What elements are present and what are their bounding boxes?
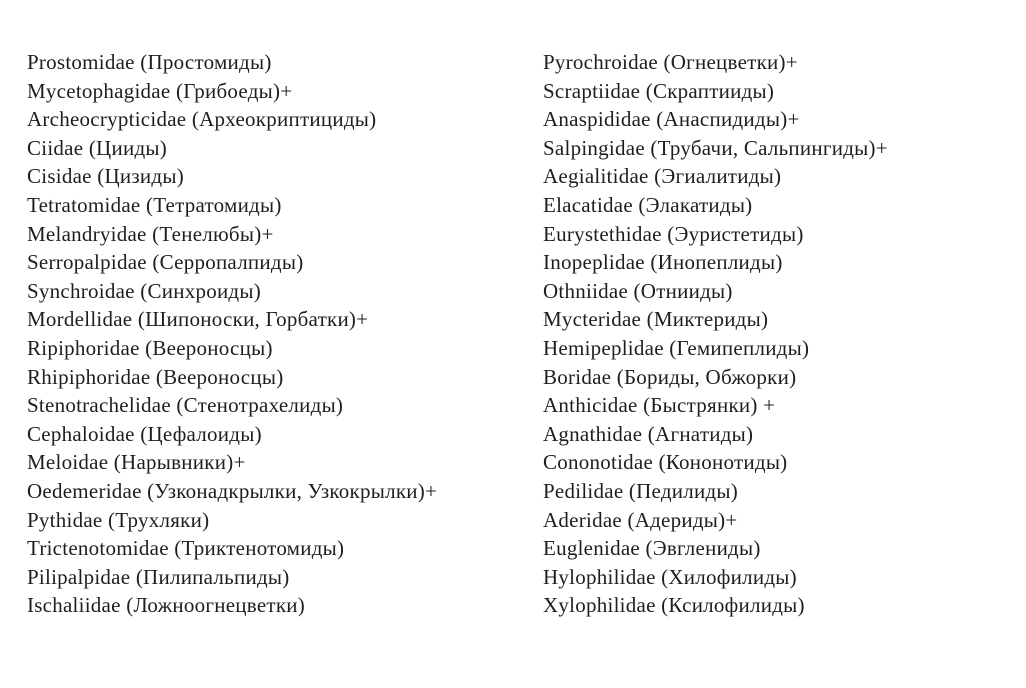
family-list-item: Agnathidae (Агнатиды) — [543, 421, 754, 446]
family-list-item: Cisidae (Цизиды) — [27, 164, 184, 189]
family-list-item: Ciidae (Цииды) — [27, 135, 167, 160]
family-list-left-column — [27, 48, 437, 620]
family-list-item: Rhipiphoridae (Веероносцы) — [27, 364, 284, 389]
family-list-item: Pyrochroidae (Огнецветки)+ — [543, 50, 798, 74]
family-list-item: Anaspididae (Анаспидиды)+ — [543, 107, 800, 132]
family-list-item: Xylophilidae (Ксилофилиды) — [543, 593, 805, 618]
family-list-item: Ripiphoridae (Веероносцы) — [27, 335, 273, 360]
family-list-item: Hylophilidae (Хилофилиды) — [543, 564, 797, 589]
family-list-item: Elacatidae (Элакатиды) — [543, 192, 753, 217]
family-list-item: Euglenidae (Эвглениды) — [543, 536, 761, 561]
family-list-item: Hemipeplidae (Гемипеплиды) — [543, 335, 810, 360]
family-list-item: Pilipalpidae (Пилипальпиды) — [27, 564, 290, 589]
family-list-item: Anthicidae (Быстрянки) + — [543, 393, 776, 418]
family-list-item: Serropalpidae (Серропалпиды) — [27, 250, 304, 275]
family-list-item: Synchroidae (Синхроиды) — [27, 278, 261, 303]
family-list-item: Aderidae (Адериды)+ — [543, 507, 738, 532]
family-list-item: Mycetophagidae (Грибоеды)+ — [27, 78, 293, 103]
family-list-item: Archeocrypticidae (Археокриптициды) — [27, 107, 377, 132]
family-list-item: Tetratomidae (Тетратомиды) — [27, 192, 282, 217]
family-list-item: Pedilidae (Педилиды) — [543, 478, 739, 503]
family-list-item: Melandryidae (Тенелюбы)+ — [27, 221, 274, 246]
family-list-item: Mycteridae (Миктериды) — [543, 307, 769, 332]
family-list-item: Cononotidae (Кононотиды) — [543, 450, 788, 475]
family-list-item: Mordellidae (Шипоноски, Горбатки)+ — [27, 307, 369, 332]
family-list-item: Salpingidae (Трубачи, Сальпингиды)+ — [543, 135, 888, 160]
family-list-item: Othniidae (Отнииды) — [543, 278, 733, 303]
family-list-item: Oedemeridae (Узконадкрылки, Узкокрылки)+ — [27, 478, 438, 503]
family-list-item: Stenotrachelidae (Стенотрахелиды) — [27, 393, 344, 418]
family-list-item: Prostomidae (Простомиды) — [27, 50, 272, 74]
family-list-item: Inopeplidae (Инопеплиды) — [543, 250, 783, 275]
family-list-item: Boridae (Бориды, Обжорки) — [543, 364, 797, 389]
family-list-item: Trictenotomidae (Триктенотомиды) — [27, 536, 345, 561]
family-list-item: Eurystethidae (Эуристетиды) — [543, 221, 804, 246]
family-list-item: Pythidae (Трухляки) — [27, 507, 210, 532]
family-list-item: Scraptiidae (Скраптииды) — [543, 78, 775, 103]
family-list-right-column — [543, 48, 888, 620]
family-list-item: Aegialitidae (Эгиалитиды) — [543, 164, 782, 189]
family-list-item: Ischaliidae (Ложноогнецветки) — [27, 593, 306, 618]
family-list-item: Cephaloidae (Цефалоиды) — [27, 421, 262, 446]
family-list-item: Meloidae (Нарывники)+ — [27, 450, 246, 475]
